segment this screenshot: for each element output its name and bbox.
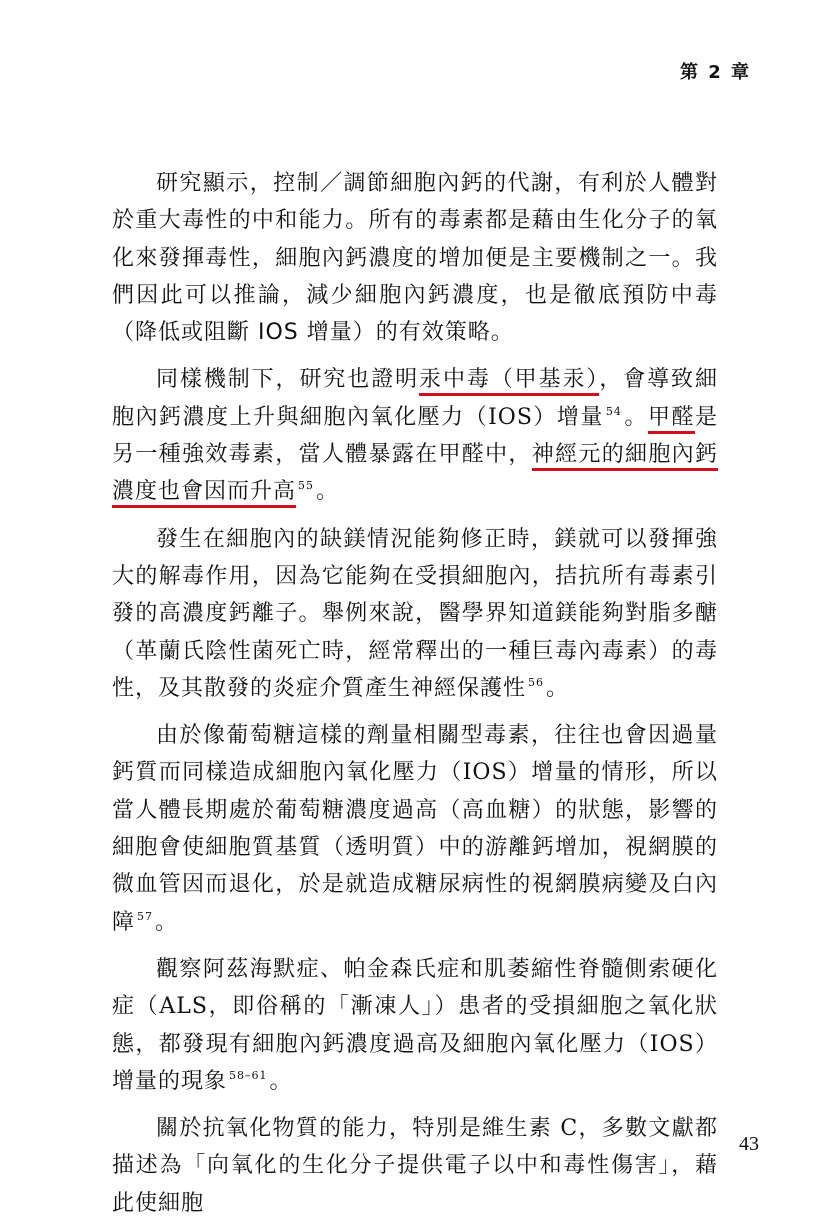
text-segment: 由於像葡萄糖這樣的劑量相關型毒素，往往也會因過量鈣質而同樣造成細胞內氧化壓力（IOS）增量的情形，所以當人體長期處於葡萄糖濃度過高（高血糖）的狀態，影響的細胞會使細胞質基質（透明質）中的游離鈣增加，視網膜的微血管因而退化，於是就造成糖尿病性的視網膜病變及白內障 — [112, 723, 718, 935]
text-segment: ，會導致細胞內鈣濃度上升與細胞內氧化壓力（IOS）增量 — [112, 367, 718, 430]
reference-56: 56 — [528, 675, 545, 689]
text-segment: 是另一種強效毒素，當人體暴露在甲醛中， — [112, 404, 718, 468]
text-segment: 。 — [155, 909, 179, 935]
paragraph-4 — [112, 717, 718, 941]
highlight-neuron-calcium: 神經元的細胞內鈣濃度也會因而升高 — [112, 442, 718, 508]
reference-57: 57 — [137, 909, 154, 923]
paragraph-3 — [112, 521, 718, 707]
highlight-formaldehyde: 甲醛 — [648, 405, 695, 434]
paragraph-5 — [112, 951, 718, 1100]
text-segment: 。 — [269, 1068, 293, 1094]
highlight-mercury: 汞中毒（甲基汞） — [419, 367, 599, 396]
chapter-header: 第 2 章 — [679, 62, 751, 83]
reference-58-61: 58–61 — [229, 1068, 268, 1082]
reference-54: 54 — [605, 404, 622, 418]
paragraph-6: 關於抗氧化物質的能力，特別是維生素 C，多數文獻都描述為「向氧化的生化分子提供電子以中和毒性傷害」，藉此使細胞 — [112, 1116, 718, 1216]
text-segment: 觀察阿茲海默症、帕金森氏症和肌萎縮性脊髓側索硬化症（ALS，即俗稱的「漸凍人」）患者的受損細胞之氧化狀態，都發現有細胞內鈣濃度過高及細胞內氧化壓力（IOS）增量的現象 — [112, 956, 718, 1094]
text-segment: 發生在細胞內的缺鎂情況能夠修正時，鎂就可以發揮強大的解毒作用，因為它能夠在受損細胞內，拮抗所有毒素引發的高濃度鈣離子。舉例來說，醫學界知道鎂能夠對脂多醣（革蘭氏陰性菌死亡時，經常釋出的一種巨毒內毒素）的毒性，及其散發的炎症介質產生神經保護性 — [112, 526, 718, 701]
text-segment: 。 — [546, 675, 570, 701]
paragraph-2 — [112, 361, 718, 510]
paragraph-1: 研究顯示，控制／調節細胞內鈣的代謝，有利於人體對於重大毒性的中和能力。所有的毒素都是藉由生化分子的氧化來發揮毒性，細胞內鈣濃度的增加便是主要機制之一。我們因此可以推論，減少細胞內鈣濃度，也是徹底預防中毒（降低或阻斷 IOS 增量）的有效策略。 — [112, 171, 718, 346]
text-segment: 同樣機制下，研究也證明 — [156, 367, 420, 393]
body-text — [112, 165, 718, 1232]
text-segment: 。 — [316, 479, 340, 505]
page-number: 43 — [739, 1133, 759, 1155]
text-segment: 。 — [623, 404, 648, 430]
reference-55: 55 — [298, 479, 315, 493]
